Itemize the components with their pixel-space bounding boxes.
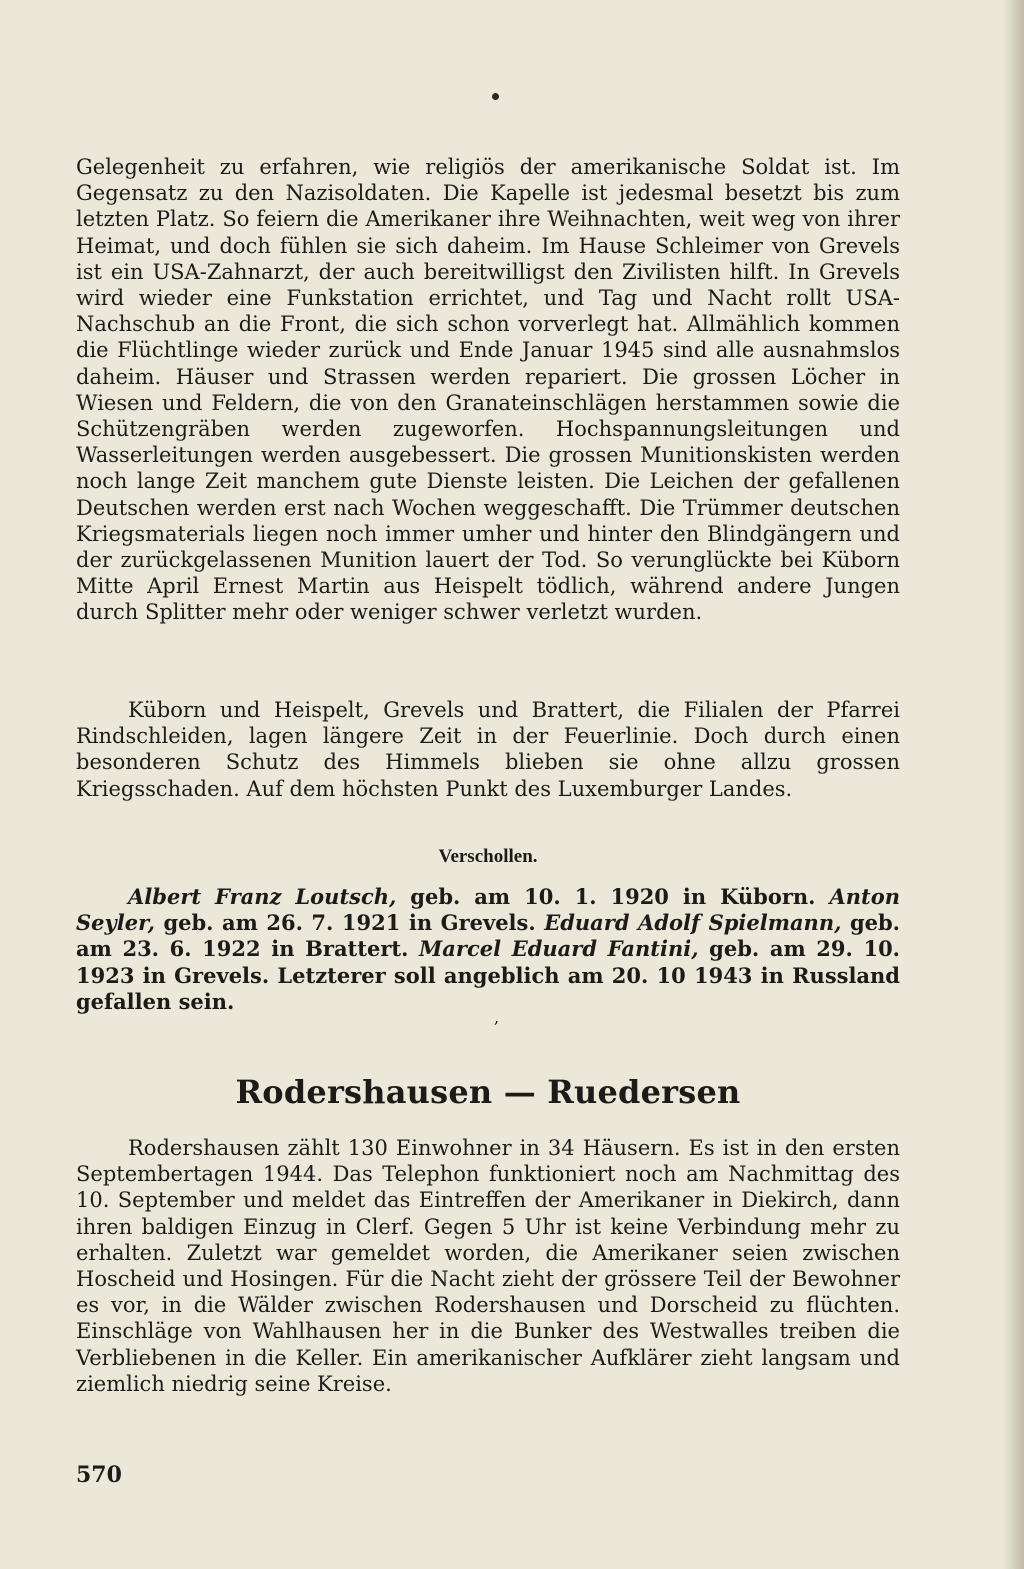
paragraph-filialen: Küborn und Heispelt, Grevels und Brattert, die Filialen der Pfarrei Rindschleiden, lagen längere Zeit in der Feuerlinie. Doch durch einen besonderen Schutz des Himmels blieben sie ohne allzu grossen Kriegsschaden. Auf dem höchsten Punkt des Luxemburger Landes. xyxy=(76,698,900,801)
missing-person-name: Anton Seyler, xyxy=(76,884,900,936)
missing-person-details: geb. am 10. 1. 1920 in Küborn. xyxy=(396,884,830,909)
page-number: 570 xyxy=(76,1462,122,1488)
missing-person-name: Albert Franz Loutsch, xyxy=(128,884,397,909)
paragraph-rodershausen: Rodershausen zählt 130 Einwohner in 34 Häusern. Es ist in den ersten Septembertagen 1944. Das Telephon funktioniert noch am Nachmittag des 10. September und meldet das Eintreffen der Amerikaner in Diekirch, dann ihren baldigen Einzug in Clerf. Gegen 5 Uhr ist keine Verbindung mehr zu erhalten. Zuletzt war gemeldet worden, die Amerikaner seien zwischen Hoscheid und Hosingen. Für die Nacht zieht der grössere Teil der Bewohner es vor, in die Wälder zwischen Rodershausen und Dorscheid zu flüchten. Einschläge von Wahlhausen her in die Bunker des Westwalles treiben die Verbliebenen in die Keller. Ein amerikanischer Aufklärer zieht langsam und ziemlich niedrig seine Kreise. xyxy=(76,1136,900,1396)
print-dot xyxy=(492,93,499,100)
verschollen-list xyxy=(76,884,900,1015)
missing-person-name: Marcel Eduard Fantini, xyxy=(419,936,699,962)
section-title: Rodershausen — Ruedersen xyxy=(235,1073,741,1111)
stray-print-mark: , xyxy=(494,1008,500,1027)
missing-person-details: geb. am 29. 10. 1923 in Grevels. Letzterer soll angeblich am 20. 10 1943 in Russland gefallen sein. xyxy=(76,936,900,1014)
verschollen-heading: Verschollen. xyxy=(438,846,538,867)
missing-person-details: geb. am 26. 7. 1921 in Grevels. xyxy=(154,910,545,936)
paragraph-grevels-after-war: Gelegenheit zu erfahren, wie religiös der amerikanische Soldat ist. Im Gegensatz zu den Nazisoldaten. Die Kapelle ist jedesmal besetzt bis zum letzten Platz. So feiern die Amerikaner ihre Weihnachten, weit weg von ihrer Heimat, und doch fühlen sie sich daheim. Im Hause Schleimer von Grevels ist ein USA-Zahnarzt, der auch bereitwilligst den Zivilisten hilft. In Grevels wird wieder eine Funkstation errichtet, und Tag und Nacht rollt USA-Nachschub an die Front, die sich schon vorverlegt hat. Allmählich kommen die Flüchtlinge wieder zurück und Ende Januar 1945 sind alle ausnahmslos daheim. Häuser und Strassen werden repariert. Die grossen Löcher in Wiesen und Feldern, die von den Granateinschlägen herstammen sowie die Schützengräben werden zugeworfen. Hochspannungsleitungen und Wasserleitungen werden ausgebessert. Die grossen Munitionskisten werden noch lange Zeit manchem gute Dienste leisten. Die Leichen der gefallenen Deutschen werden erst nach Wochen weggeschafft. Die Trümmer deutschen Kriegsmaterials liegen noch immer umher und hinter den Blindgängern und der zurückgelassenen Munition lauert der Tod. So verunglückte bei Küborn Mitte April Ernest Martin aus Heispelt tödlich, während andere Jungen durch Splitter mehr oder weniger schwer verletzt wurden. xyxy=(76,155,900,625)
missing-person-name: Eduard Adolf Spielmann, xyxy=(544,910,842,936)
missing-person-details: geb. am 23. 6. 1922 in Brattert. xyxy=(76,910,900,962)
page-binding-edge xyxy=(1002,0,1024,1569)
